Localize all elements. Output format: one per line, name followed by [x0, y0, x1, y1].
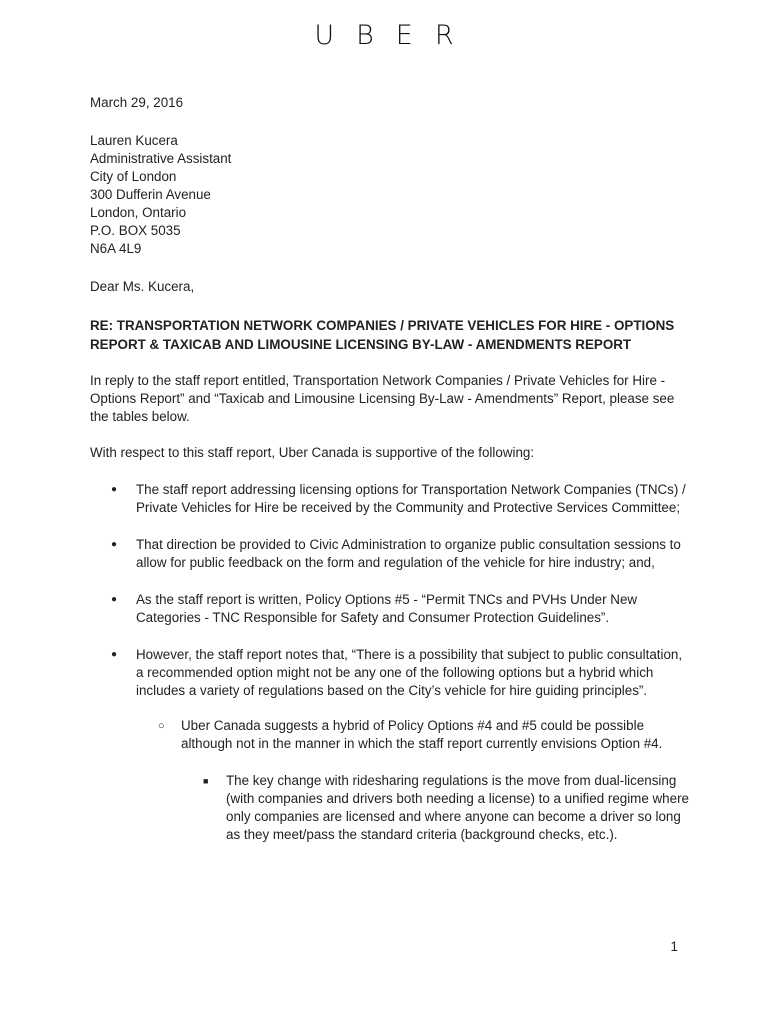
address-line: N6A 4L9: [90, 241, 142, 256]
intro-paragraph: In reply to the staff report entitled, Transportation Network Companies / Private Vehicles for Hire - Options Report” and “Taxicab and Limousine Licensing By-Law - Amendments” Report, please see the tables below.: [90, 373, 675, 424]
address-line: P.O. BOX 5035: [90, 223, 181, 238]
subject-line: RE: TRANSPORTATION NETWORK COMPANIES / PRIVATE VEHICLES FOR HIRE - OPTIONS REPORT & TAXICAB AND LIMOUSINE LICENSING BY-LAW - AMENDMENTS REPORT: [90, 318, 675, 352]
salutation: Dear Ms. Kucera,: [90, 279, 195, 294]
address-line: City of London: [90, 169, 177, 184]
address-line: Lauren Kucera: [90, 133, 178, 148]
address-line: Administrative Assistant: [90, 151, 232, 166]
sub-list-item: ○ Uber Canada suggests a hybrid of Policy Options #4 and #5 could be possible although not in the manner in which the staff report currently envisions Option #4.: [90, 717, 690, 753]
support-paragraph: With respect to this staff report, Uber Canada is supportive of the following:: [90, 445, 535, 460]
support-list: [90, 481, 690, 844]
list-item: ● However, the staff report notes that, “There is a possibility that subject to public consultation, a recommended option might not be any one of the following options but a hybrid which includes a variety of regulations based on the City’s vehicle for hire guiding principles”.: [90, 646, 690, 700]
uber-logo: UBER: [314, 20, 476, 51]
address-line: 300 Dufferin Avenue: [90, 187, 211, 202]
recipient-address: [90, 132, 690, 258]
sub-sub-list-item: ■ The key change with ridesharing regulations is the move from dual-licensing (with companies and drivers both needing a license) to a unified regime where only companies are licensed and where anyone can become a driver so long as they meet/pass the standard criteria (background checks, etc.).: [90, 772, 690, 844]
letter-date: March 29, 2016: [90, 95, 184, 110]
list-item: ● As the staff report is written, Policy Options #5 - “Permit TNCs and PVHs Under New Categories - TNC Responsible for Safety and Consumer Protection Guidelines”.: [90, 591, 690, 627]
list-item: ● That direction be provided to Civic Administration to organize public consultation sessions to allow for public feedback on the form and regulation of the vehicle for hire industry; and,: [90, 536, 690, 572]
page-number: 1: [670, 939, 678, 954]
list-item: ● The staff report addressing licensing options for Transportation Network Companies (TNCs) / Private Vehicles for Hire be received by the Community and Protective Services Committee;: [90, 481, 690, 517]
letter-body: [90, 94, 690, 844]
address-line: London, Ontario: [90, 205, 187, 220]
